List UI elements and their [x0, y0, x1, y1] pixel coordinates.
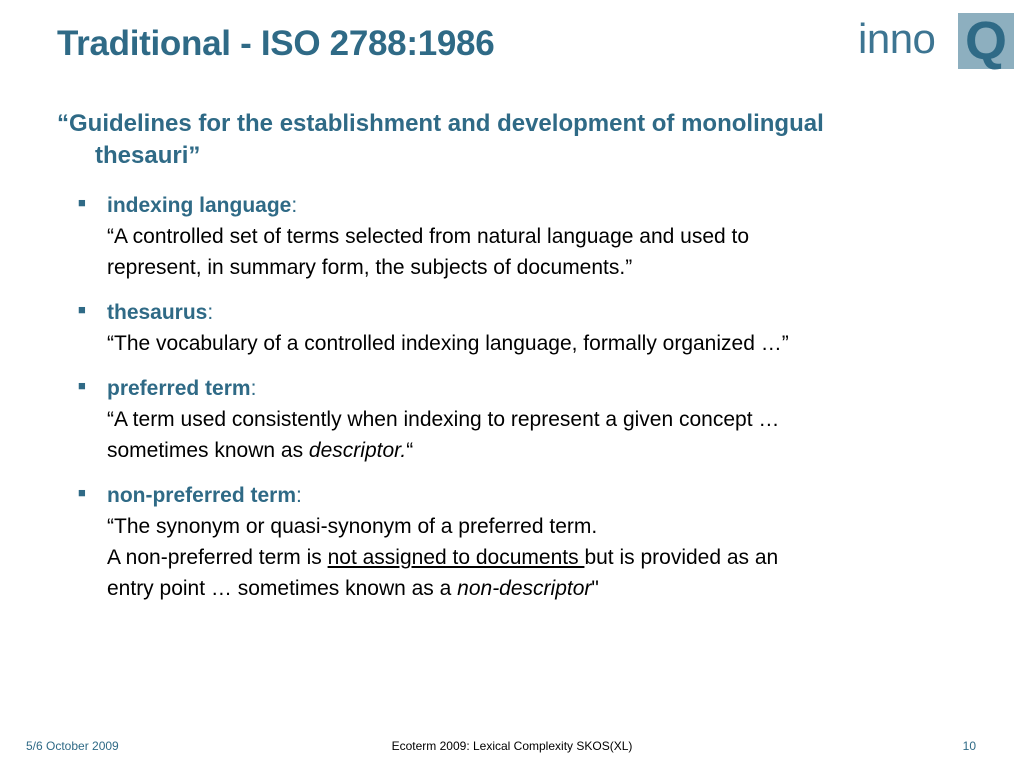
- footer-page-number: 10: [962, 739, 976, 753]
- text-run: “: [406, 439, 414, 462]
- text-run: A non-preferred term is: [107, 546, 328, 569]
- italic-term: descriptor.: [308, 439, 407, 462]
- logo-text: inno: [858, 15, 936, 62]
- term: non-preferred term: [107, 484, 297, 507]
- term-line: [107, 190, 987, 221]
- term-colon: :: [296, 484, 302, 507]
- list-item: [0, 480, 1024, 604]
- definition-text: [107, 480, 987, 604]
- definition-line: “A term used consistently when indexing to represent a given concept …: [107, 408, 780, 431]
- text-run: entry point … sometimes known as a: [107, 577, 458, 600]
- definition-line: “The synonym or quasi-synonym of a preferred term.: [107, 515, 598, 538]
- innoq-logo: [856, 10, 1016, 74]
- footer-event: Ecoterm 2009: Lexical Complexity SKOS(XL): [391, 739, 633, 753]
- italic-term: non-descriptor: [457, 577, 592, 600]
- term-line: [107, 297, 987, 328]
- square-bullet-icon: ■: [78, 378, 86, 393]
- definition-line: [107, 542, 987, 573]
- definition-line: represent, in summary form, the subjects of documents.”: [107, 256, 633, 279]
- definition-line: “A controlled set of terms selected from natural language and used to: [107, 225, 750, 248]
- term-colon: :: [207, 301, 214, 324]
- definition-line: [107, 435, 987, 466]
- slide-title: Traditional - ISO 2788:1986: [57, 24, 495, 63]
- text-run: but is provided as an: [584, 546, 779, 569]
- definition-text: [107, 297, 987, 359]
- definition-text: [107, 373, 987, 466]
- list-item: [0, 297, 1024, 359]
- logo-q-box: [958, 13, 1014, 69]
- definition-text: [107, 190, 987, 283]
- square-bullet-icon: ■: [78, 485, 86, 500]
- lead-line-2: thesauri”: [95, 142, 201, 169]
- term-line: [107, 480, 987, 511]
- lead-quote: [57, 108, 987, 172]
- list-item: [0, 373, 1024, 466]
- text-run: ": [591, 577, 599, 600]
- term: thesaurus: [107, 301, 208, 324]
- logo-letter: Q: [964, 11, 1007, 71]
- term-colon: :: [250, 377, 257, 400]
- term-line: [107, 373, 987, 404]
- definition-line: “The vocabulary of a controlled indexing language, formally organized …”: [107, 332, 789, 355]
- term: preferred term: [107, 377, 251, 400]
- list-item: [0, 190, 1024, 283]
- footer-date: 5/6 October 2009: [26, 739, 119, 753]
- definition-list: [0, 190, 1024, 618]
- underlined-text: not assigned to documents: [327, 546, 585, 569]
- term: indexing language: [107, 194, 292, 217]
- term-colon: :: [291, 194, 298, 217]
- text-run: sometimes known as: [107, 439, 309, 462]
- definition-line: [107, 573, 987, 604]
- lead-line-1: “Guidelines for the establishment and development of monolingual: [57, 110, 824, 137]
- square-bullet-icon: ■: [78, 302, 86, 317]
- square-bullet-icon: ■: [78, 195, 86, 210]
